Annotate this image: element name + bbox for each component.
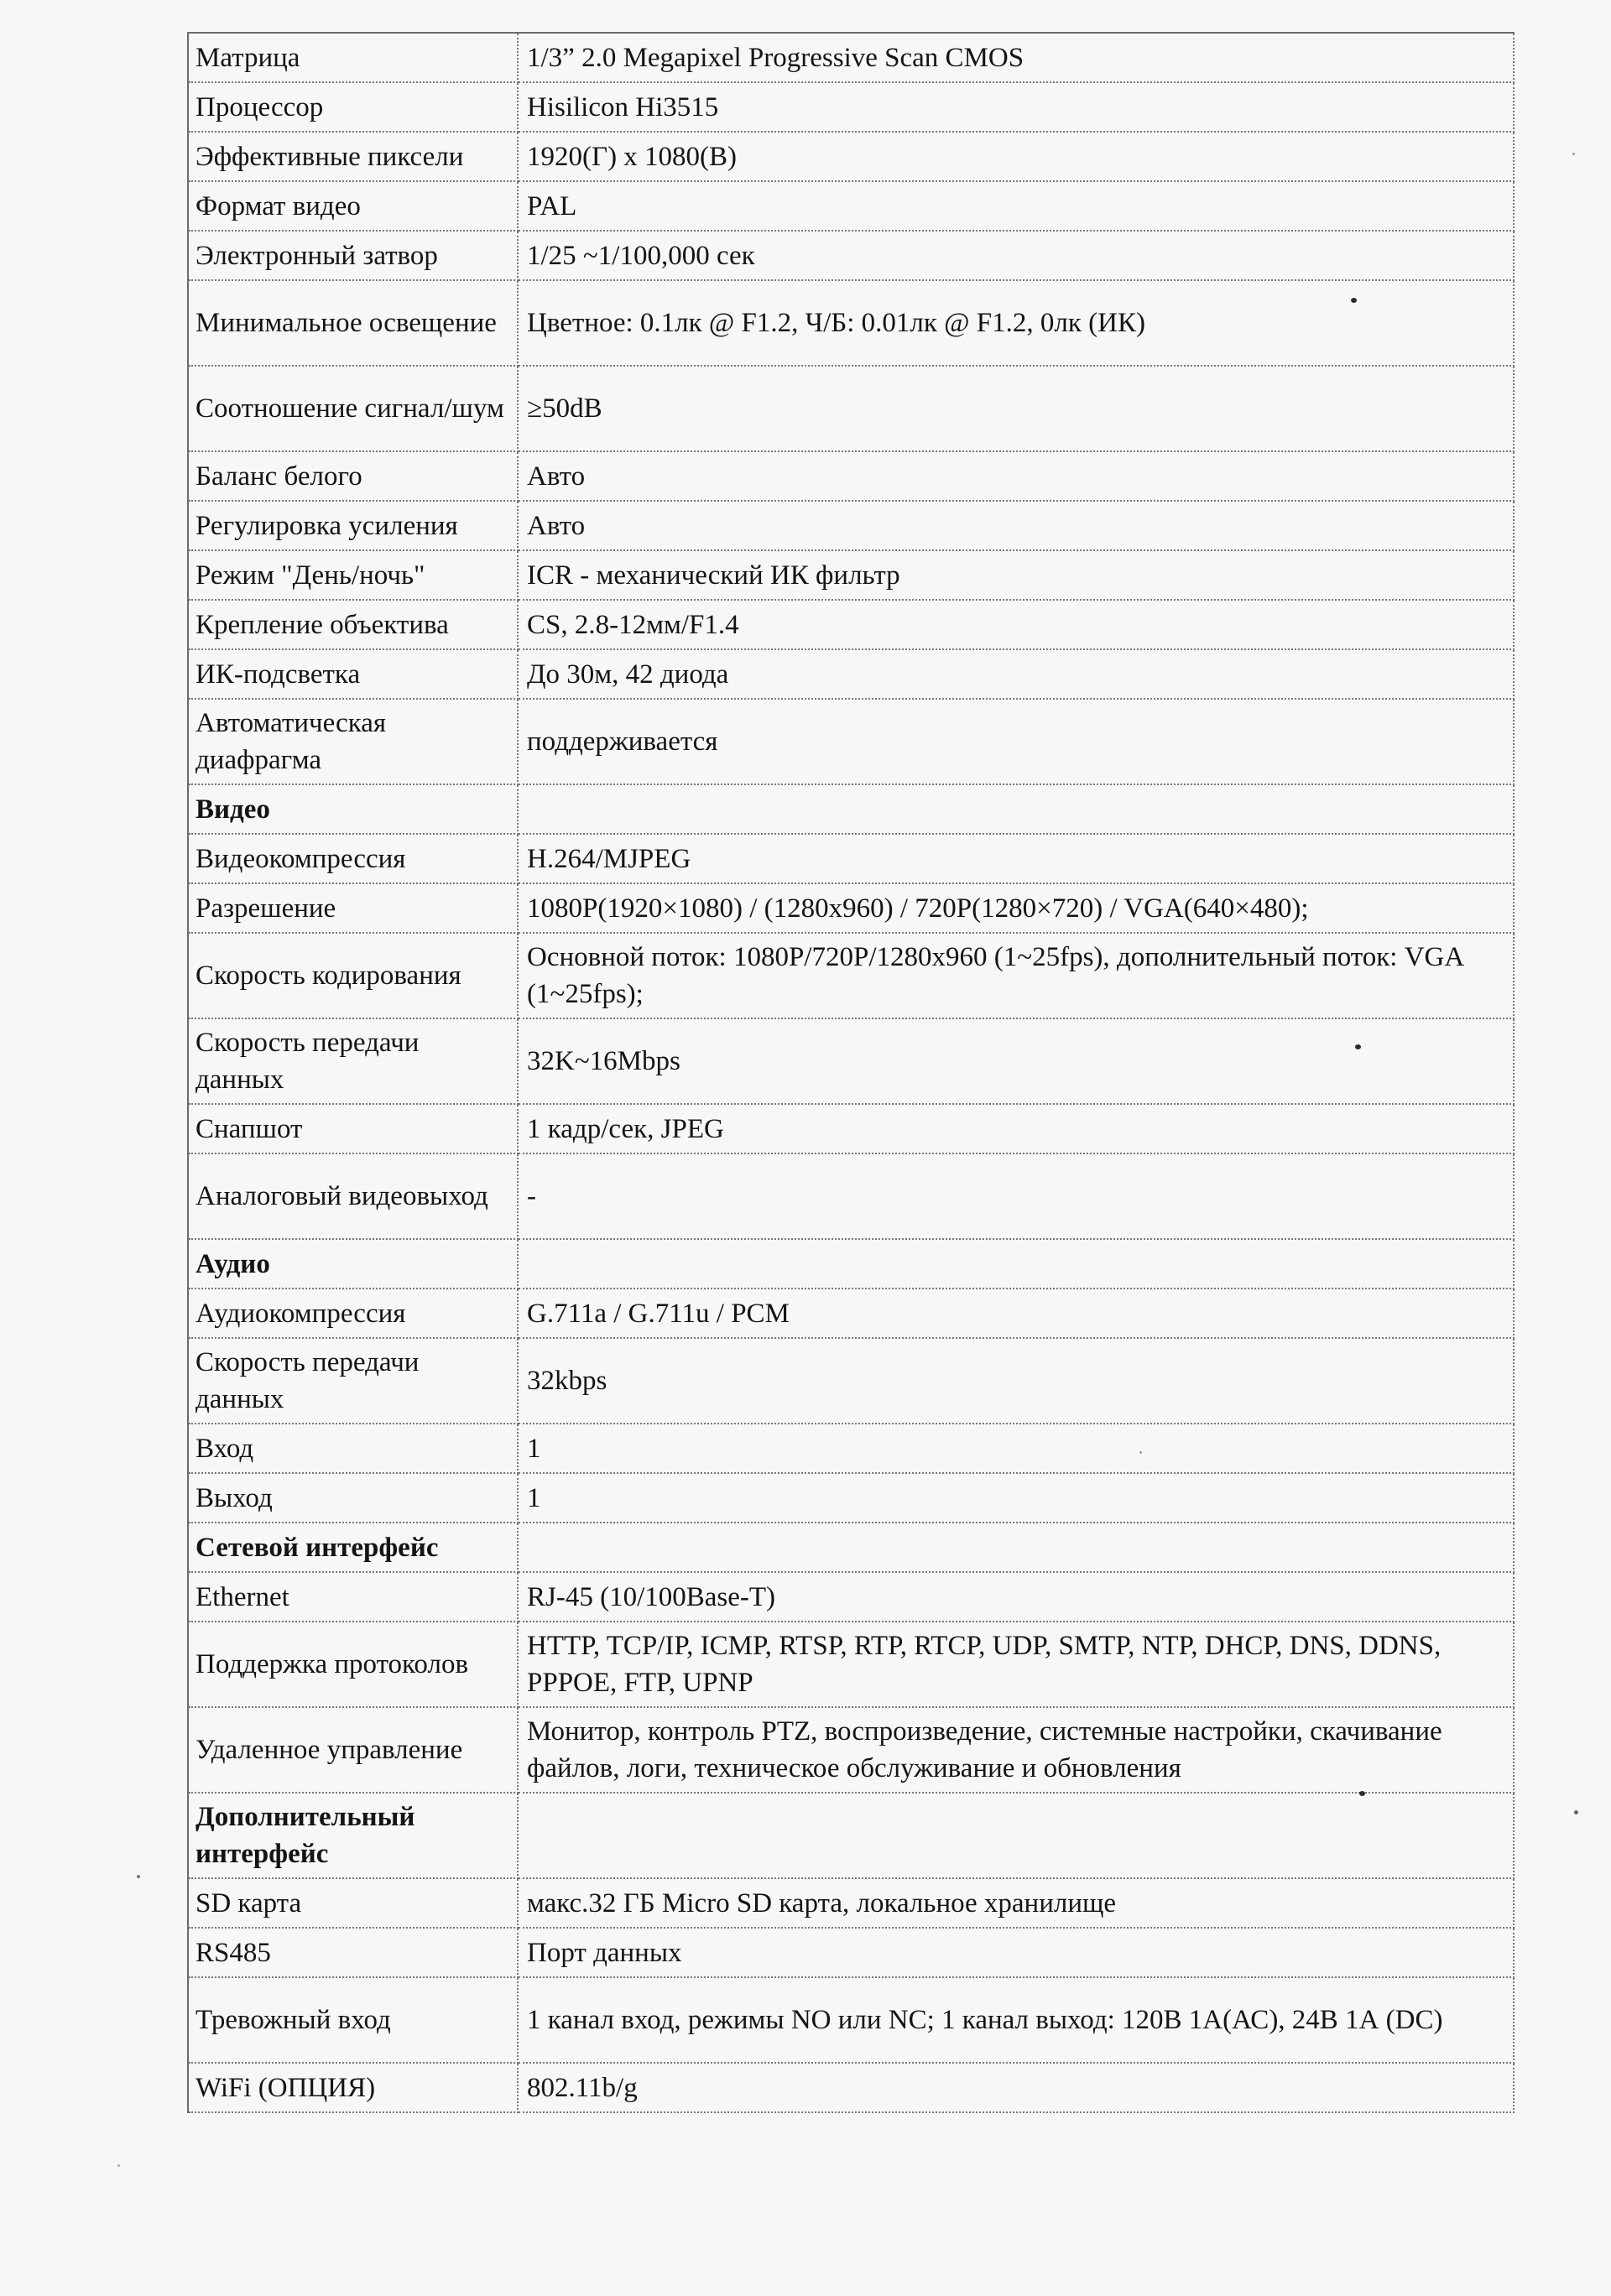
spec-label: Регулировка усиления <box>189 502 519 551</box>
spec-value: HTTP, TCP/IP, ICMP, RTSP, RTP, RTCP, UDP, SMTP, NTP, DHCP, DNS, DDNS, PPPOE, FTP, UPNP <box>519 1622 1515 1708</box>
spec-row-audio-bitrate <box>189 1339 1515 1424</box>
spec-row-snr <box>189 367 1515 452</box>
spec-label: Ethernet <box>189 1573 519 1622</box>
spec-label: Соотношение сигнал/шум <box>189 367 519 452</box>
spec-row-min-illumination <box>189 281 1515 367</box>
spec-row-day-night <box>189 551 1515 601</box>
spec-value: 802.11b/g <box>519 2064 1515 2113</box>
spec-row-protocols <box>189 1622 1515 1708</box>
spec-label: Формат видео <box>189 182 519 232</box>
spec-label: Электронный затвор <box>189 232 519 281</box>
spec-label: Скорость кодирования <box>189 934 519 1019</box>
spec-value: 1 канал вход, режимы NO или NC; 1 канал выход: 120В 1А(АС), 24В 1А (DC) <box>519 1978 1515 2064</box>
spec-row-ir <box>189 650 1515 700</box>
spec-label: Выход <box>189 1474 519 1523</box>
spec-value: макс.32 ГБ Micro SD карта, локальное хранилище <box>519 1879 1515 1929</box>
spec-row-effective-pixels <box>189 133 1515 182</box>
spec-label: RS485 <box>189 1929 519 1978</box>
spec-value: 1920(Г) x 1080(В) <box>519 133 1515 182</box>
spec-value: 32K~16Mbps <box>519 1019 1515 1105</box>
spec-label: Аудиокомпрессия <box>189 1289 519 1339</box>
spec-value <box>519 1523 1515 1573</box>
spec-value <box>519 1240 1515 1289</box>
spec-value: CS, 2.8-12мм/F1.4 <box>519 601 1515 650</box>
spec-value: 32kbps <box>519 1339 1515 1424</box>
scan-speck <box>137 1875 140 1878</box>
spec-value: 1080P(1920×1080) / (1280x960) / 720P(1280×720) / VGA(640×480); <box>519 884 1515 934</box>
spec-label: Процессор <box>189 83 519 133</box>
spec-label: Поддержка протоколов <box>189 1622 519 1708</box>
spec-value: ICR - механический ИК фильтр <box>519 551 1515 601</box>
spec-value: 1 <box>519 1424 1515 1474</box>
spec-row-auto-iris <box>189 700 1515 785</box>
scan-speck <box>1359 1791 1365 1796</box>
scan-speck <box>1572 153 1575 155</box>
spec-row-sd-card <box>189 1879 1515 1929</box>
spec-row-analog-output <box>189 1154 1515 1240</box>
spec-value: Основной поток: 1080P/720P/1280x960 (1~25fps), дополнительный поток: VGA (1~25fps); <box>519 934 1515 1019</box>
spec-label: Крепление объектива <box>189 601 519 650</box>
spec-row-remote-control <box>189 1708 1515 1794</box>
spec-value: 1/3” 2.0 Megapixel Progressive Scan CMOS <box>519 34 1515 83</box>
scan-speck <box>117 2164 120 2167</box>
spec-row-video-compression <box>189 835 1515 884</box>
spec-label: Матрица <box>189 34 519 83</box>
spec-value <box>519 1794 1515 1879</box>
spec-row-lens-mount <box>189 601 1515 650</box>
spec-value: поддерживается <box>519 700 1515 785</box>
spec-value: H.264/MJPEG <box>519 835 1515 884</box>
spec-row-audio-output <box>189 1474 1515 1523</box>
spec-value <box>519 785 1515 835</box>
section-heading: Дополнительный интерфейс <box>189 1794 519 1879</box>
spec-label: Снапшот <box>189 1105 519 1154</box>
scan-speck <box>1355 1044 1361 1049</box>
section-heading: Сетевой интерфейс <box>189 1523 519 1573</box>
spec-value: G.711a / G.711u / PCM <box>519 1289 1515 1339</box>
section-heading: Аудио <box>189 1240 519 1289</box>
spec-label: Баланс белого <box>189 452 519 502</box>
spec-label: Видеокомпрессия <box>189 835 519 884</box>
spec-label: Аналоговый видеовыход <box>189 1154 519 1240</box>
section-heading: Видео <box>189 785 519 835</box>
spec-row-snapshot <box>189 1105 1515 1154</box>
spec-value: Авто <box>519 452 1515 502</box>
spec-value: 1/25 ~1/100,000 сек <box>519 232 1515 281</box>
spec-label: Режим "День/ночь" <box>189 551 519 601</box>
spec-value: 1 <box>519 1474 1515 1523</box>
spec-row-video-bitrate <box>189 1019 1515 1105</box>
spec-label: Тревожный вход <box>189 1978 519 2064</box>
spec-value: Цветное: 0.1лк @ F1.2, Ч/Б: 0.01лк @ F1.2, 0лк (ИК) <box>519 281 1515 367</box>
spec-row-ethernet <box>189 1573 1515 1622</box>
section-row-network <box>189 1523 1515 1573</box>
spec-label: Скорость передачи данных <box>189 1019 519 1105</box>
spec-label: Разрешение <box>189 884 519 934</box>
spec-label: Автоматическая диафрагма <box>189 700 519 785</box>
scan-speck <box>1574 1810 1578 1814</box>
spec-row-shutter <box>189 232 1515 281</box>
section-row-audio <box>189 1240 1515 1289</box>
scan-speck <box>1351 298 1357 303</box>
spec-row-audio-input <box>189 1424 1515 1474</box>
spec-value: Hisilicon Hi3515 <box>519 83 1515 133</box>
spec-value: Порт данных <box>519 1929 1515 1978</box>
section-row-video <box>189 785 1515 835</box>
specification-table <box>187 32 1515 2113</box>
spec-label: Эффективные пиксели <box>189 133 519 182</box>
scan-speck <box>1139 1451 1142 1454</box>
spec-row-alarm <box>189 1978 1515 2064</box>
spec-row-processor <box>189 83 1515 133</box>
spec-row-resolution <box>189 884 1515 934</box>
spec-label: Скорость передачи данных <box>189 1339 519 1424</box>
section-row-additional-interface <box>189 1794 1515 1879</box>
spec-value: 1 кадр/сек, JPEG <box>519 1105 1515 1154</box>
spec-value: PAL <box>519 182 1515 232</box>
spec-row-encoding-rate <box>189 934 1515 1019</box>
spec-row-white-balance <box>189 452 1515 502</box>
spec-label: WiFi (ОПЦИЯ) <box>189 2064 519 2113</box>
spec-label: Минимальное освещение <box>189 281 519 367</box>
spec-value: До 30м, 42 диода <box>519 650 1515 700</box>
spec-value: RJ-45 (10/100Base-T) <box>519 1573 1515 1622</box>
spec-value: Монитор, контроль PTZ, воспроизведение, системные настройки, скачивание файлов, логи, техническое обслуживание и обновления <box>519 1708 1515 1794</box>
spec-value: ≥50dB <box>519 367 1515 452</box>
spec-row-rs485 <box>189 1929 1515 1978</box>
spec-row-sensor <box>189 34 1515 83</box>
spec-label: Вход <box>189 1424 519 1474</box>
spec-value: Авто <box>519 502 1515 551</box>
spec-label: Удаленное управление <box>189 1708 519 1794</box>
spec-row-gain-control <box>189 502 1515 551</box>
spec-value: - <box>519 1154 1515 1240</box>
spec-row-audio-compression <box>189 1289 1515 1339</box>
spec-label: ИК-подсветка <box>189 650 519 700</box>
spec-label: SD карта <box>189 1879 519 1929</box>
spec-row-wifi <box>189 2064 1515 2113</box>
spec-row-video-format <box>189 182 1515 232</box>
